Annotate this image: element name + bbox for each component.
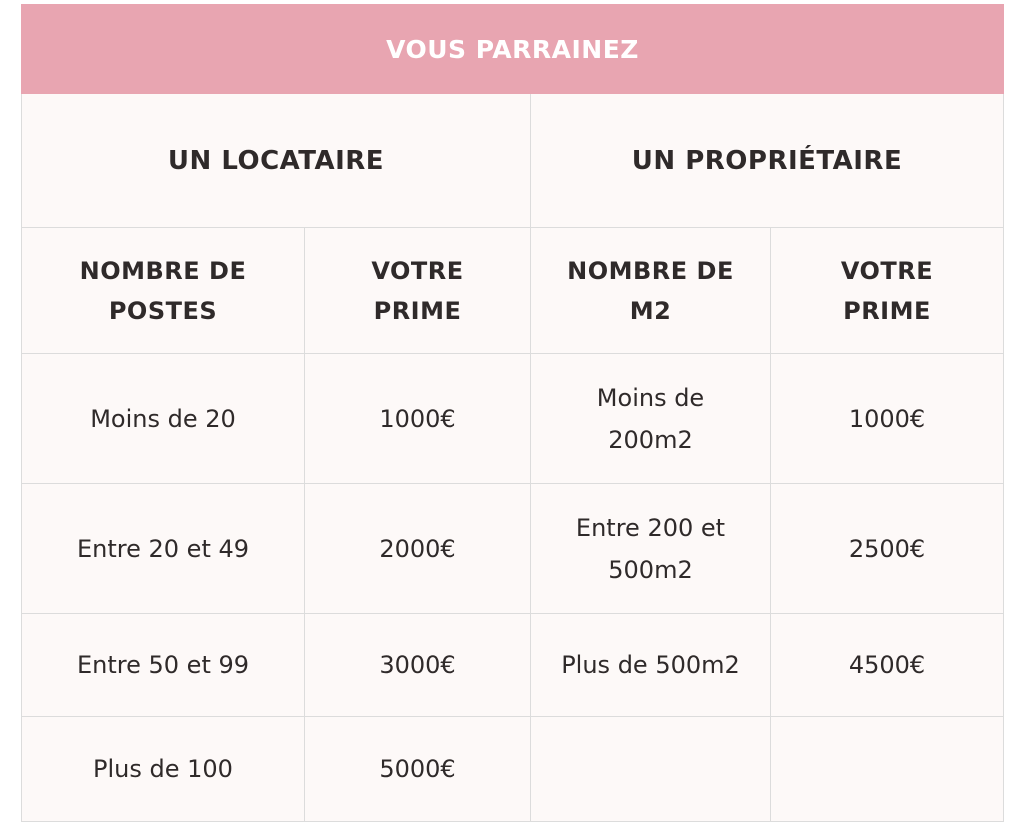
group-row [22,94,1004,228]
tenant-range-cell: Entre 50 et 99 [22,614,305,717]
header-line: NOMBRE DE [79,256,247,285]
tenant-range-cell: Entre 20 et 49 [22,484,305,614]
owner-range-cell [531,484,771,614]
owner-bonus-header [771,228,1004,354]
tenant-bonus-cell: 5000€ [305,717,531,822]
tenant-range-cell: Plus de 100 [22,717,305,822]
owner-group-heading: UN PROPRIÉTAIRE [531,94,1004,228]
owner-range-cell: Plus de 500m2 [531,614,771,717]
header-line: M2 [629,296,672,325]
table-row [22,717,1004,822]
header-line: VOTRE [371,256,464,285]
tenant-bonus-header [305,228,531,354]
header-line: NOMBRE DE [567,256,734,285]
header-line: POSTES [108,296,218,325]
owner-range-cell [531,354,771,484]
range-line: Entre 200 et [575,513,726,542]
range-line: Moins de [596,383,705,412]
column-header-row [22,228,1004,354]
table-row [22,354,1004,484]
tenant-bonus-cell: 1000€ [305,354,531,484]
owner-bonus-cell: 2500€ [771,484,1004,614]
header-line: PRIME [843,296,931,325]
range-line: 500m2 [608,555,693,584]
range-line: 200m2 [608,425,693,454]
header-line: VOTRE [840,256,934,285]
owner-empty-cell [771,717,1004,822]
referral-bonus-table [21,4,1004,822]
tenant-range-cell: Moins de 20 [22,354,305,484]
table-row [22,484,1004,614]
header-line: PRIME [373,296,462,325]
table-title: VOUS PARRAINEZ [22,5,1004,94]
owner-bonus-cell: 1000€ [771,354,1004,484]
tenant-count-header [22,228,305,354]
tenant-bonus-cell: 2000€ [305,484,531,614]
title-row [22,5,1004,94]
owner-bonus-cell: 4500€ [771,614,1004,717]
table-row [22,614,1004,717]
tenant-group-heading: UN LOCATAIRE [22,94,531,228]
owner-area-header [531,228,771,354]
owner-empty-cell [531,717,771,822]
tenant-bonus-cell: 3000€ [305,614,531,717]
